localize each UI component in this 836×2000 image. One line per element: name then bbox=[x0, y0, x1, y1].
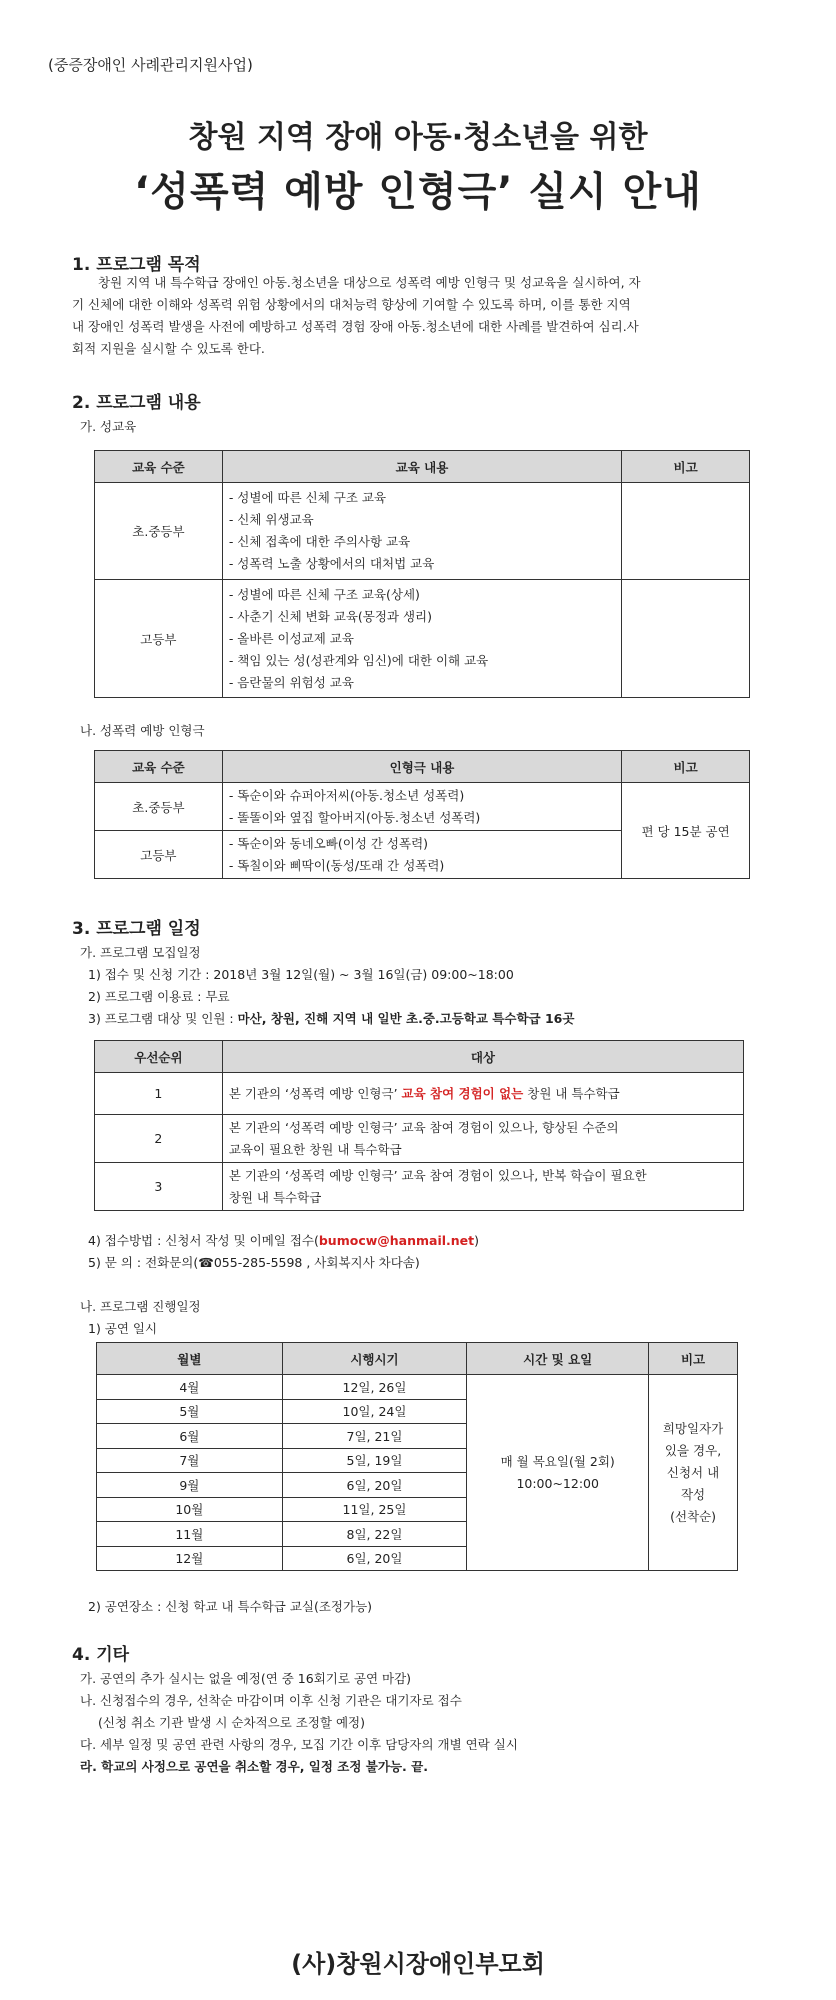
application-method-label: 4) 접수방법 : 신청서 작성 및 이메일 접수( bbox=[88, 1233, 319, 1248]
content-item: - 똑순이와 동네오빠(이성 간 성폭력) bbox=[228, 835, 429, 851]
performance-place: 2) 공연장소 : 신청 학교 내 특수학급 교실(조정가능) bbox=[88, 1599, 373, 1614]
title-line-1: 창원 지역 장애 아동·청소년을 위한 bbox=[188, 120, 648, 155]
table-header: 시행시기 bbox=[282, 1343, 467, 1375]
section3-sub-a: 가. 프로그램 모집일정 bbox=[80, 945, 201, 960]
table-row bbox=[95, 1115, 744, 1163]
etc-item: (신청 취소 기관 발생 시 순차적으로 조정할 예정) bbox=[98, 1715, 365, 1730]
organization-name: (사)창원시장애인부모회 bbox=[291, 1950, 545, 1978]
note-text: 신청서 내 bbox=[666, 1464, 720, 1480]
month-cell: 9월 bbox=[97, 1473, 283, 1498]
title-line-2: ‘성폭력 예방 인형극’ 실시 안내 bbox=[134, 169, 702, 215]
content-item: - 올바른 이성교제 교육 bbox=[228, 630, 354, 646]
note-text: 있을 경우, bbox=[664, 1442, 722, 1458]
note-cell bbox=[649, 1375, 738, 1571]
content-item: - 똑순이와 슈퍼아저씨(아동.청소년 성폭력) bbox=[228, 787, 465, 803]
rank-cell: 2 bbox=[95, 1115, 223, 1163]
target-text: 교육이 필요한 창원 내 특수학급 bbox=[228, 1141, 402, 1157]
section1-line: 내 장애인 성폭력 발생을 사전에 예방하고 성폭력 경험 장애 아동.청소년에 대한 사례를 발견하여 심리.사 bbox=[72, 319, 639, 334]
section1-body bbox=[72, 272, 762, 360]
section3-heading: 3. 프로그램 일정 bbox=[72, 919, 201, 939]
content-item: - 책임 있는 성(성관계와 임신)에 대한 이해 교육 bbox=[228, 652, 489, 668]
rank-cell: 3 bbox=[95, 1163, 223, 1211]
content-item: - 신체 접촉에 대한 주의사항 교육 bbox=[228, 534, 411, 549]
level-cell: 고등부 bbox=[95, 831, 223, 879]
dates-cell: 12일, 26일 bbox=[282, 1375, 467, 1400]
note-cell bbox=[622, 483, 750, 580]
section2-heading: 2. 프로그램 내용 bbox=[72, 393, 201, 413]
dates-cell: 6일, 20일 bbox=[282, 1473, 467, 1498]
dates-cell: 7일, 21일 bbox=[282, 1424, 467, 1449]
table-row bbox=[95, 580, 750, 698]
note-text: 희망일자가 bbox=[662, 1420, 724, 1436]
table-header: 인형극 내용 bbox=[222, 751, 621, 783]
sub-project-label: (중증장애인 사례관리지원사업) bbox=[48, 56, 253, 74]
time-text: 매 월 목요일(월 2회) bbox=[500, 1453, 615, 1469]
section4-heading: 4. 기타 bbox=[72, 1645, 130, 1665]
content-cell bbox=[222, 580, 621, 698]
month-cell: 10월 bbox=[97, 1497, 283, 1522]
dates-cell: 10일, 24일 bbox=[282, 1399, 467, 1424]
section2-sub-b: 나. 성폭력 예방 인형극 bbox=[80, 723, 205, 738]
table-header: 시간 및 요일 bbox=[467, 1343, 649, 1375]
contact-email[interactable]: bumocw@hanmail.net bbox=[318, 1233, 475, 1248]
content-item: - 똑칠이와 삐딱이(동성/또래 간 성폭력) bbox=[228, 857, 445, 873]
table-header: 교육 수준 bbox=[95, 451, 223, 483]
content-item: - 성폭력 노출 상황에서의 대처법 교육 bbox=[228, 556, 435, 571]
note-cell: 편 당 15분 공연 bbox=[622, 783, 750, 879]
note-cell bbox=[622, 580, 750, 698]
etc-item: 가. 공연의 추가 실시는 없을 예정(연 중 16회기로 공연 마감) bbox=[80, 1671, 412, 1686]
content-item: - 사춘기 신체 변화 교육(몽정과 생리) bbox=[228, 608, 432, 624]
time-cell bbox=[467, 1375, 649, 1571]
target-text: 창원 내 특수학급 bbox=[523, 1085, 620, 1101]
rank-cell: 1 bbox=[95, 1073, 223, 1115]
table-header: 교육 내용 bbox=[222, 451, 621, 483]
table-header: 비고 bbox=[622, 451, 750, 483]
table-header: 교육 수준 bbox=[95, 751, 223, 783]
table-row bbox=[95, 783, 750, 831]
target-text: 창원 내 특수학급 bbox=[228, 1189, 322, 1205]
table-header: 우선순위 bbox=[95, 1041, 223, 1073]
target-text: 본 기관의 ‘성폭력 예방 인형극’ bbox=[228, 1085, 402, 1101]
section1-line: 회적 지원을 실시할 수 있도록 한다. bbox=[72, 341, 265, 356]
section3-sub-b: 나. 프로그램 진행일정 bbox=[80, 1299, 201, 1314]
content-item: - 성별에 따른 신체 구조 교육(상세) bbox=[228, 586, 420, 602]
application-period: 1) 접수 및 신청 기간 : 2018년 3월 12일(월) ~ 3월 16일(금) 09:00~18:00 bbox=[88, 967, 514, 982]
puppet-show-table bbox=[94, 750, 750, 879]
section2-sub-a: 가. 성교육 bbox=[80, 419, 137, 434]
target-text: 본 기관의 ‘성폭력 예방 인형극’ 교육 참여 경험이 있으나, 반복 학습이 필요한 bbox=[228, 1167, 647, 1183]
table-row bbox=[95, 1073, 744, 1115]
etc-item: 다. 세부 일정 및 공연 관련 사항의 경우, 모집 기간 이후 담당자의 개별 연락 실시 bbox=[80, 1737, 518, 1752]
sex-education-table bbox=[94, 450, 750, 698]
month-cell: 6월 bbox=[97, 1424, 283, 1449]
target-highlight: 교육 참여 경험이 없는 bbox=[401, 1085, 524, 1101]
target-cell bbox=[222, 1163, 743, 1211]
month-cell: 5월 bbox=[97, 1399, 283, 1424]
month-cell: 4월 bbox=[97, 1375, 283, 1400]
performance-date-label: 1) 공연 일시 bbox=[88, 1321, 158, 1336]
etc-item-final: 라. 학교의 사정으로 공연을 취소할 경우, 일정 조정 불가능. 끝. bbox=[80, 1759, 428, 1774]
section1-heading: 1. 프로그램 목적 bbox=[72, 255, 201, 275]
table-header: 월별 bbox=[97, 1343, 283, 1375]
level-cell: 초.중등부 bbox=[95, 483, 223, 580]
table-row bbox=[97, 1375, 738, 1400]
section1-line: 창원 지역 내 특수학급 장애인 아동.청소년을 대상으로 성폭력 예방 인형극 및 성교육을 실시하여, 자 bbox=[98, 275, 641, 290]
target-text: 본 기관의 ‘성폭력 예방 인형극’ 교육 참여 경험이 있으나, 향상된 수준의 bbox=[228, 1119, 619, 1135]
target-cell bbox=[222, 1073, 743, 1115]
content-cell bbox=[222, 831, 621, 879]
content-item: - 음란물의 위험성 교육 bbox=[228, 674, 354, 690]
content-cell bbox=[222, 483, 621, 580]
dates-cell: 6일, 20일 bbox=[282, 1546, 467, 1571]
priority-table bbox=[94, 1040, 744, 1211]
performance-schedule-table bbox=[96, 1342, 738, 1571]
month-cell: 11월 bbox=[97, 1522, 283, 1547]
program-fee: 2) 프로그램 이용료 : 무료 bbox=[88, 989, 230, 1004]
inquiry-contact: 5) 문 의 : 전화문의(☎055-285-5598 , 사회복지사 차다솜) bbox=[88, 1255, 420, 1270]
program-target-value: 마산, 창원, 진해 지역 내 일반 초.중.고등학교 특수학급 16곳 bbox=[237, 1011, 575, 1026]
content-item: - 신체 위생교육 bbox=[228, 512, 314, 527]
table-header: 비고 bbox=[622, 751, 750, 783]
time-text: 10:00~12:00 bbox=[516, 1475, 599, 1491]
table-header: 대상 bbox=[222, 1041, 743, 1073]
program-target-label: 3) 프로그램 대상 및 인원 : bbox=[88, 1011, 238, 1026]
section1-line: 기 신체에 대한 이해와 성폭력 위험 상황에서의 대처능력 향상에 기여할 수 있도록 하며, 이를 통한 지역 bbox=[72, 297, 631, 312]
etc-item: 나. 신청접수의 경우, 선착순 마감이며 이후 신청 기관은 대기자로 접수 bbox=[80, 1693, 462, 1708]
level-cell: 초.중등부 bbox=[95, 783, 223, 831]
table-row bbox=[95, 483, 750, 580]
dates-cell: 5일, 19일 bbox=[282, 1448, 467, 1473]
dates-cell: 11일, 25일 bbox=[282, 1497, 467, 1522]
content-cell bbox=[222, 783, 621, 831]
table-header: 비고 bbox=[649, 1343, 738, 1375]
note-text: 작성 bbox=[680, 1486, 706, 1502]
content-item: - 똘똘이와 옆집 할아버지(아동.청소년 성폭력) bbox=[228, 809, 481, 825]
note-text: (선착순) bbox=[670, 1508, 717, 1524]
month-cell: 12월 bbox=[97, 1546, 283, 1571]
level-cell: 고등부 bbox=[95, 580, 223, 698]
application-method bbox=[88, 1232, 479, 1250]
application-method-suffix: ) bbox=[474, 1233, 480, 1248]
table-row bbox=[95, 1163, 744, 1211]
month-cell: 7월 bbox=[97, 1448, 283, 1473]
target-cell bbox=[222, 1115, 743, 1163]
program-target bbox=[88, 1010, 574, 1028]
dates-cell: 8일, 22일 bbox=[282, 1522, 467, 1547]
content-item: - 성별에 따른 신체 구조 교육 bbox=[228, 490, 387, 505]
